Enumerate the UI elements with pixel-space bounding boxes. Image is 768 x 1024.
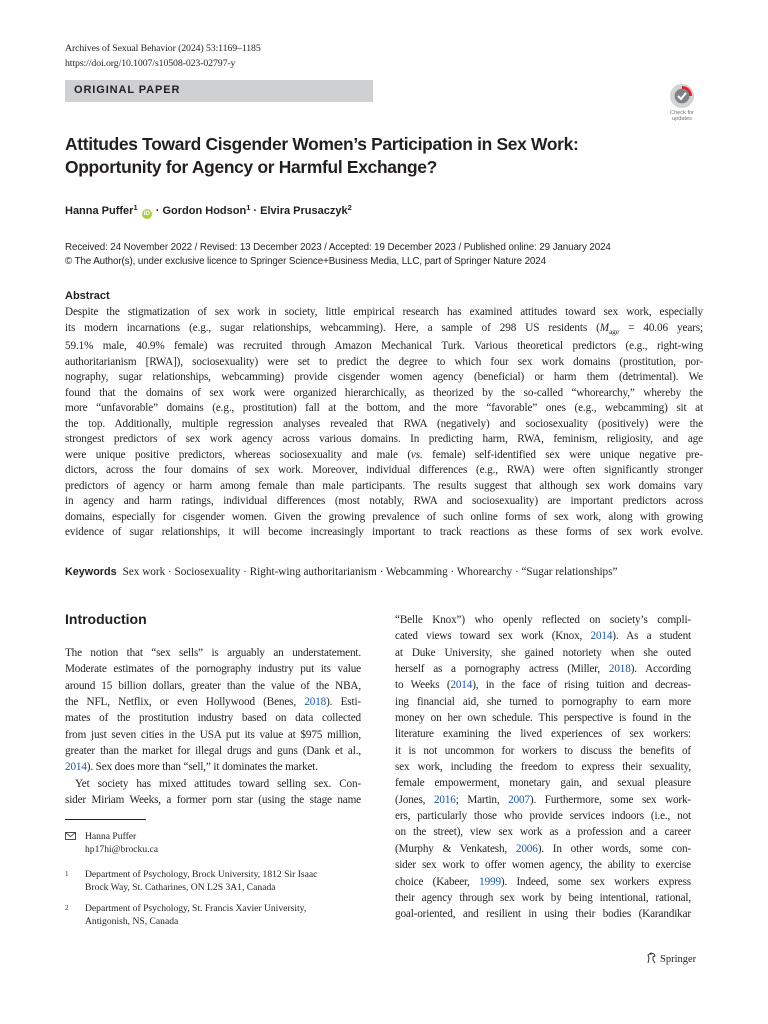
citation-link[interactable]: 2006: [515, 842, 538, 855]
affiliation-line: Department of Psychology, St. Francis Xavier University,: [85, 903, 307, 914]
orcid-icon[interactable]: iD: [143, 210, 150, 217]
body-line: ing financial aid, she turned to pornography to earn more: [395, 695, 691, 708]
abstract-text: were unique positive predictors, whereas sociosexuality and male (: [65, 448, 411, 461]
body-line: the NFL, Netflix, or even Hollywood (Benes, 2018). Esti-: [65, 696, 361, 709]
body-line: at Duke University, she gained notoriety when she outed: [395, 646, 691, 659]
body-line: herself as a pornography actress (Miller, 2018). According: [395, 663, 691, 676]
affiliation-line: Antigonish, NS, Canada: [85, 916, 179, 927]
affiliation-mark: 2: [347, 203, 352, 212]
body-line: their agency through sex work by being intentional, rational,: [395, 891, 691, 904]
body-line: around 15 billion dollars, greater than the value of the NBA,: [65, 679, 361, 692]
affiliation-line: Brock Way, St. Catharines, ON L2S 3A1, Canada: [85, 882, 276, 893]
citation-link[interactable]: 2014: [450, 679, 473, 692]
citation-link[interactable]: 2018: [608, 663, 631, 676]
paper-type-label: ORIGINAL PAPER: [74, 84, 181, 96]
keywords: [65, 566, 617, 578]
body-line: Moderate estimates of the pornography industry put its value: [65, 663, 361, 676]
publication-history: [65, 241, 611, 269]
body-line: 2014). Sex does more than “sell,” it dominates the market.: [65, 761, 318, 774]
body-line: goal-oriented, and resilient in using their bodies (Karandikar: [395, 908, 691, 921]
abstract-line: strongest predictors of sex work agency across various domains. In predicting harm, RWA, feminism, religiosity, and age: [65, 433, 703, 446]
email-link[interactable]: hp17hi@brocku.ca: [85, 844, 159, 855]
body-line: Yet society has mixed attitudes toward selling sex. Con-: [75, 777, 361, 790]
body-line: female empowerment, monetary gain, and sexual pleasure: [395, 777, 691, 790]
title-line: Opportunity for Agency or Harmful Exchange?: [65, 157, 437, 177]
body-line: it is not uncommon for workers to discuss the benefits of: [395, 744, 691, 757]
abstract-line: [65, 448, 703, 464]
abstract-body: [65, 305, 703, 541]
affiliation-line: Department of Psychology, Brock University, 1812 Sir Isaac: [85, 869, 318, 880]
check-for-updates-icon: [669, 83, 695, 109]
citation-link[interactable]: 1999: [479, 875, 501, 888]
citation-link[interactable]: 2018: [304, 696, 327, 709]
publisher-logo: [646, 952, 696, 965]
abstract-line: nography, sugar relationships, webcamming) provide cisgender women agency (beneficial) or harm them (detrimental). We: [65, 371, 703, 384]
body-line: money on her own schedule. This perspective is found in the: [395, 712, 691, 725]
abstract-text: = 40.06 years;: [619, 321, 703, 334]
abstract-line: found that the domains of sex work were organized hierarchically, as theorized by the so-called “whorearchy,” whereby the: [65, 386, 703, 399]
body-line: greater than the market for illegal drugs and guns (Dank et al.,: [65, 745, 361, 758]
body-line: (Jones, 2016; Martin, 2007). Furthermore, some sex work-: [395, 793, 691, 806]
author-name[interactable]: Hanna Puffer: [65, 205, 134, 217]
check-for-updates-badge[interactable]: [662, 83, 702, 125]
body-line: The notion that “sex sells” is arguably an understatement.: [65, 647, 361, 659]
citation-link[interactable]: 2016: [433, 793, 456, 806]
check-for-updates-label: Check for updates: [670, 110, 694, 122]
abstract-heading: Abstract: [65, 290, 110, 302]
body-line: cated views toward sex work (Knox, 2014). As a student: [395, 630, 691, 643]
body-line: (Murphy & Venkatesh, 2006). In other words, some con-: [395, 842, 691, 855]
body-line: sider Miriam Weeks, a former porn star (using the stage name: [65, 794, 361, 807]
abstract-line: authoritarianism [RWA]), sociosexuality) were set to predict the degree to which four sex work domains (prostitution, por-: [65, 355, 703, 368]
paper-type-bar: [65, 80, 373, 102]
author-separator: ·: [250, 205, 261, 217]
abstract-math: M: [599, 321, 609, 334]
body-line: literature examining the lived experiences of sex workers:: [395, 728, 691, 741]
abstract-math-sub: age: [608, 326, 620, 336]
abstract-text: its modern incarnations (e.g., sugar relationships, webcamming). Here, a sample of 298 US residents (: [65, 321, 600, 334]
left-column: [65, 645, 361, 808]
body-line: on the street), view sex work as a profession and a career: [395, 826, 691, 839]
affiliation-mark: 1: [133, 203, 138, 212]
author-name[interactable]: Gordon Hodson: [162, 205, 247, 217]
right-column: [395, 612, 691, 923]
abstract-line: domains, especially for cisgender women. Given the growing prevalence of such online forms of sex work, along with growing: [65, 510, 703, 523]
abstract-line: the top. Additionally, multiple regression analyses revealed that RWA (negatively) and sociosexuality (positively) were the: [65, 417, 703, 430]
article-title: [65, 133, 705, 179]
citation-link[interactable]: 2014: [590, 630, 613, 643]
corresponding-author: [65, 830, 365, 856]
affiliation-footnote: [65, 868, 365, 894]
publisher-name: Springer: [660, 954, 697, 965]
envelope-icon: [65, 832, 76, 840]
journal-header: [65, 42, 261, 71]
doi-link[interactable]: https://doi.org/10.1007/s10508-023-02797-y: [65, 57, 236, 69]
abstract-line: in agency and harm ratings, individual differences (most notably, RWA and sociosexuality) are important predictors across: [65, 495, 703, 508]
body-line: to Weeks (2014), in the face of rising tuition and decreas-: [395, 679, 691, 692]
abstract-line: Despite the stigmatization of sex work in society, little empirical research has examined attitudes toward sex work, especially: [65, 306, 703, 318]
abstract-line: dictors, across the four domains of sex work. Moreover, individual differences (e.g., RWA) were often significantly stronger: [65, 464, 703, 477]
keywords-label: Keywords: [65, 566, 117, 578]
springer-horse-icon: [646, 952, 657, 964]
author-separator: ·: [152, 205, 163, 217]
author-list: [65, 203, 352, 219]
body-line: ers, particularly those who provide services indoors (i.e., not: [395, 810, 691, 823]
citation-link[interactable]: 2007: [508, 793, 530, 806]
body-line: sex work, including the freedom to express their sexuality,: [395, 761, 691, 774]
dates-line: Received: 24 November 2022 / Revised: 13 December 2023 / Accepted: 19 December 2023 / Published online: 29 January 2024: [65, 242, 611, 253]
corresponding-name: Hanna Puffer: [85, 831, 137, 842]
introduction-heading: Introduction: [65, 611, 147, 627]
journal-citation: Archives of Sexual Behavior (2024) 53:1169–1185: [65, 43, 261, 54]
body-line: from just seven cities in the USA put its value at $975 million,: [65, 728, 361, 741]
body-line: “Belle Knox”) who openly reflected on society’s compli-: [395, 614, 691, 626]
citation-link[interactable]: 2014: [65, 761, 87, 774]
footnote-rule: [65, 819, 146, 820]
abstract-line: 59.1% male, 40.9% female) was recruited through Amazon Mechanical Turk. Various theoretical predictors (e.g., right-wing: [65, 340, 703, 353]
footnote-mark: 2: [65, 904, 69, 912]
copyright-line: © The Author(s), under exclusive licence to Springer Science+Business Media, LLC, part of Springer Nature 2024: [65, 256, 546, 267]
body-line: choice (Kabeer, 1999). Indeed, some sex workers express: [395, 875, 691, 888]
author-name[interactable]: Elvira Prusaczyk: [260, 205, 348, 217]
affiliation-mark: 1: [246, 203, 251, 212]
title-line: Attitudes Toward Cisgender Women’s Participation in Sex Work:: [65, 134, 579, 154]
body-line: mates of the prostitution industry based on data collected: [65, 712, 361, 725]
body-line: sider sex work to offer women agency, the ability to exercise: [395, 859, 691, 872]
affiliation-footnote: [65, 902, 365, 928]
abstract-line: more “unfavorable” domains (e.g., prostitution) fall at the bottom, and the more “favorable” ones (e.g., webcamming) sit at: [65, 402, 703, 415]
abstract-text-italic: vs.: [410, 448, 423, 461]
keywords-list: Sex work · Sociosexuality · Right-wing authoritarianism · Webcamming · Whorearchy · “Sugar relationships”: [122, 566, 618, 578]
abstract-line: [65, 321, 703, 340]
abstract-line: evidence of sugar relationships, it will become increasingly important to track reactions as these forms of sex work evolve.: [65, 526, 703, 539]
abstract-text: female) self-identified sex were unique negative pre-: [422, 448, 703, 461]
footnote-mark: 1: [65, 870, 69, 878]
abstract-line: predictors of agency or harm among female than male participants. The results suggest that although sex work domains vary: [65, 479, 703, 492]
